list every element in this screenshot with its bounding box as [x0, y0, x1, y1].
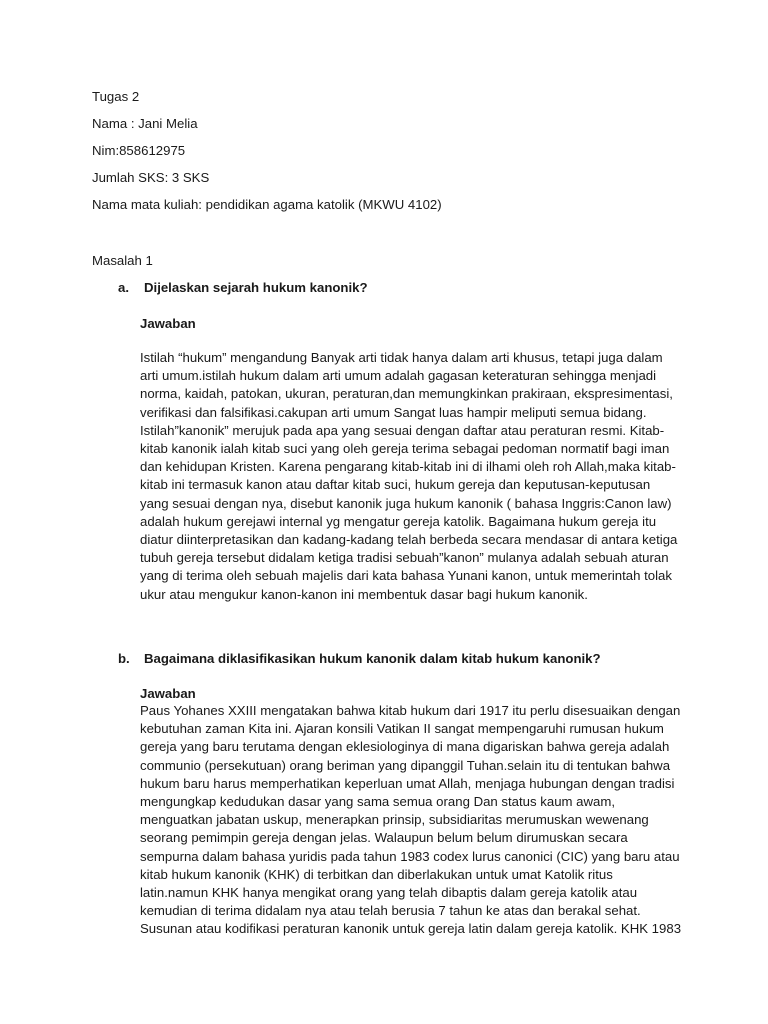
paragraph-line: latin.namun KHK hanya mengikat orang yang telah dibaptis dalam gereja katolik atau: [140, 885, 638, 901]
question-a: [118, 279, 368, 297]
paragraph-line: communio (persekutuan) orang beriman yang dipanggil Tuhan.selain itu di tentukan bahwa: [140, 757, 671, 773]
paragraph-line: kemudian di terima didalam nya atau telah berusia 7 tahun ke atas dan berakal sehat.: [140, 903, 641, 919]
credit-count: Jumlah SKS: 3 SKS: [92, 170, 210, 185]
paragraph-line: diatur diinterpretasikan dan kadang-kadang telah berbeda secara mendasar di antara ketiga: [140, 532, 678, 548]
paragraph-line: kitab ini termasuk kanon atau daftar kitab suci, hukum gereja dan keputusan-keputusan: [140, 477, 651, 493]
student-name: Nama : Jani Melia: [92, 116, 198, 131]
question-b: [118, 650, 601, 668]
paragraph-line: seorang pemimpin gereja dengan jelas. Walaupun belum belum dirumuskan secara: [140, 830, 628, 846]
answer-paragraph-a: [140, 349, 700, 604]
paragraph-line: Istilah”kanonik” merujuk pada apa yang sesuai dengan daftar atau peraturan resmi. Kitab-: [140, 422, 665, 438]
paragraph-line: Paus Yohanes XXIII mengatakan bahwa kitab hukum dari 1917 itu perlu disesuaikan dengan: [140, 703, 681, 718]
paragraph-line: ukur atau mengukur kanon-kanon ini membentuk dasar bagi hukum kanonik.: [140, 586, 588, 602]
paragraph-line: yang sesuai dengan nya, disebut kanonik juga hukum kanonik ( bahasa Inggris:Canon law): [140, 495, 672, 511]
student-nim: Nim:858612975: [92, 143, 186, 158]
course-name: Nama mata kuliah: pendidikan agama katolik (MKWU 4102): [92, 197, 442, 212]
paragraph-line: kitab kanonik ialah kitab suci yang oleh gereja terima sebagai pedoman normatif bagi iman: [140, 441, 670, 457]
assignment-title: Tugas 2: [92, 89, 140, 104]
question-text: Dijelaskan sejarah hukum kanonik?: [144, 280, 368, 295]
question-marker: b.: [118, 651, 130, 666]
paragraph-line: menguatkan jabatan uskup, menerapkan prinsip, subsidiaritas merumuskan wewenang: [140, 812, 649, 828]
paragraph-line: sempurna dalam bahasa yuridis pada tahun 1983 codex lurus canonici (CIC) yang baru atau: [140, 848, 680, 864]
question-text: Bagaimana diklasifikasikan hukum kanonik dalam kitab hukum kanonik?: [144, 651, 601, 666]
paragraph-line: dan kehidupan Kristen. Karena pengarang kitab-kitab ini di ilhami oleh roh Allah,maka kitab-: [140, 459, 676, 475]
paragraph-line: kebutuhan zaman Kita ini. Ajaran konsili Vatikan II sangat mempengaruhi rumusan hukum: [140, 721, 664, 737]
paragraph-line: yang di terima oleh sebuah majelis dari kata bahasa Yunani kanon, untuk memerintah tolak: [140, 568, 672, 584]
paragraph-line: mengungkap kedudukan dasar yang sama semua orang Dan status kaum awam,: [140, 794, 616, 810]
answer-paragraph-b: [140, 702, 700, 939]
paragraph-line: hukum baru harus memperhatikan keperluan umat Allah, menjaga hubungan dengan tradisi: [140, 775, 675, 791]
paragraph-line: gereja yang baru terutama dengan eklesiologinya di mana digariskan bahwa gereja adalah: [140, 739, 670, 755]
answer-label-a: Jawaban: [140, 316, 196, 331]
question-marker: a.: [118, 280, 129, 295]
section-title: Masalah 1: [92, 253, 153, 268]
paragraph-line: tubuh gereja tersebut didalam ketiga tradisi sebuah”kanon” mulanya adalah sebuah aturan: [140, 550, 669, 566]
paragraph-line: adalah hukum gerejawi internal yg mengatur gereja katolik. Bagaimana hukum gereja itu: [140, 513, 657, 529]
paragraph-line: Istilah “hukum” mengandung Banyak arti tidak hanya dalam arti khusus, tetapi juga dalam: [140, 350, 663, 365]
paragraph-line: verifikasi dan falsifikasi.cakupan arti umum Sangat luas hampir meliputi semua bidang.: [140, 404, 647, 420]
answer-label-b: Jawaban: [140, 686, 196, 701]
paragraph-line: kitab hukum kanonik (KHK) di terbitkan dan diberlakukan untuk umat Katolik ritus: [140, 866, 613, 882]
paragraph-line: arti umum.istilah hukum dalam arti umum adalah gagasan keteraturan sehingga menjadi: [140, 368, 657, 384]
paragraph-line: norma, kaidah, patokan, ukuran, peraturan,dan memungkinkan prakiraan, ekspresimentasi,: [140, 386, 673, 402]
paragraph-line: Susunan atau kodifikasi peraturan kanonik untuk gereja latin dalam gereja katolik. KHK 1983: [140, 921, 682, 937]
